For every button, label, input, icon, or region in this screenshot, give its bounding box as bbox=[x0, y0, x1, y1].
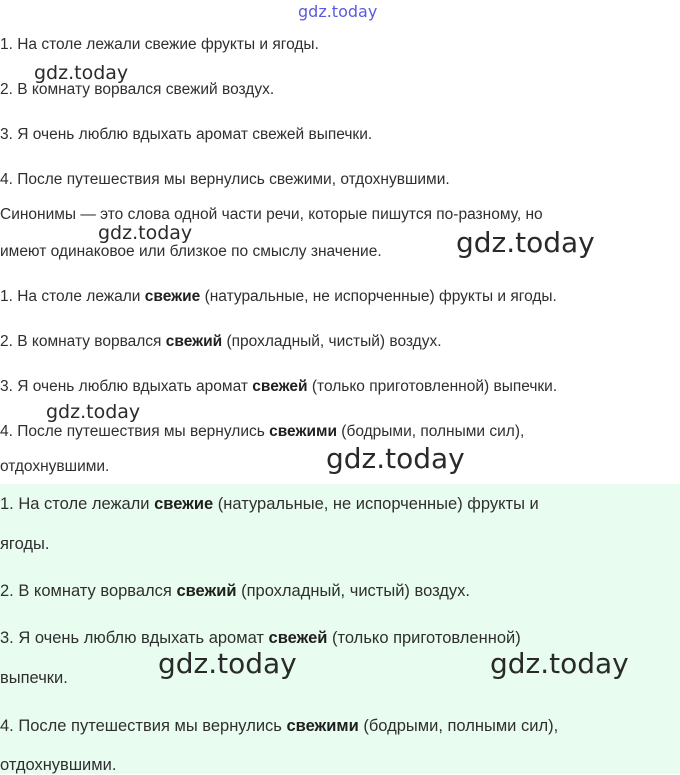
answer-sentence-3-cont: выпечки. bbox=[0, 669, 68, 687]
definition-line-1: Синонимы — это слова одной части речи, которые пишутся по-разному, но bbox=[0, 206, 543, 223]
watermark-top: gdz.today bbox=[298, 2, 378, 21]
top-sentence-4: 4. После путешествия мы вернулись свежими, отдохнувшими. bbox=[0, 171, 450, 188]
answer-sentence-4: 4. После путешествия мы вернулись свежими (бодрыми, полными сил), bbox=[0, 717, 559, 735]
watermark: gdz.today bbox=[98, 222, 193, 244]
key-word: свежий bbox=[165, 333, 223, 350]
key-word: свежими bbox=[269, 423, 337, 440]
key-word: свежими bbox=[286, 717, 359, 735]
answer-sentence-4-cont: отдохнувшими. bbox=[0, 756, 117, 774]
explained-sentence-3: 3. Я очень люблю вдыхать аромат свежей (только приготовленной) выпечки. bbox=[0, 378, 558, 395]
explained-sentence-2: 2. В комнату ворвался свежий (прохладный, чистый) воздух. bbox=[0, 333, 442, 350]
definition-line-2: имеют одинаковое или близкое по смыслу значение. bbox=[0, 243, 382, 260]
watermark: gdz.today bbox=[490, 647, 629, 680]
top-sentence-1: 1. На столе лежали свежие фрукты и ягоды. bbox=[0, 36, 319, 53]
key-word: свежие bbox=[144, 288, 201, 305]
key-word: свежей bbox=[252, 378, 308, 395]
explained-sentence-1: 1. На столе лежали свежие (натуральные, не испорченные) фрукты и ягоды. bbox=[0, 288, 557, 305]
key-word: свежие bbox=[154, 495, 214, 513]
answer-sentence-3: 3. Я очень люблю вдыхать аромат свежей (только приготовленной) bbox=[0, 629, 521, 647]
answer-sentence-1-cont: ягоды. bbox=[0, 535, 50, 553]
top-sentence-2: 2. В комнату ворвался свежий воздух. bbox=[0, 81, 275, 98]
key-word: свежей bbox=[268, 629, 328, 647]
watermark: gdz.today bbox=[326, 442, 465, 475]
explained-sentence-4-cont: отдохнувшими. bbox=[0, 458, 110, 475]
key-word: свежий bbox=[176, 582, 237, 600]
answer-sentence-1: 1. На столе лежали свежие (натуральные, не испорченные) фрукты и bbox=[0, 495, 539, 513]
watermark: gdz.today bbox=[158, 647, 297, 680]
top-sentence-3: 3. Я очень люблю вдыхать аромат свежей выпечки. bbox=[0, 126, 373, 143]
watermark: gdz.today bbox=[46, 401, 141, 423]
answer-sentence-2: 2. В комнату ворвался свежий (прохладный, чистый) воздух. bbox=[0, 582, 470, 600]
watermark: gdz.today bbox=[456, 226, 595, 259]
answer-block bbox=[0, 484, 680, 774]
explained-sentence-4: 4. После путешествия мы вернулись свежими (бодрыми, полными сил), bbox=[0, 423, 525, 440]
watermark: gdz.today bbox=[34, 62, 129, 84]
